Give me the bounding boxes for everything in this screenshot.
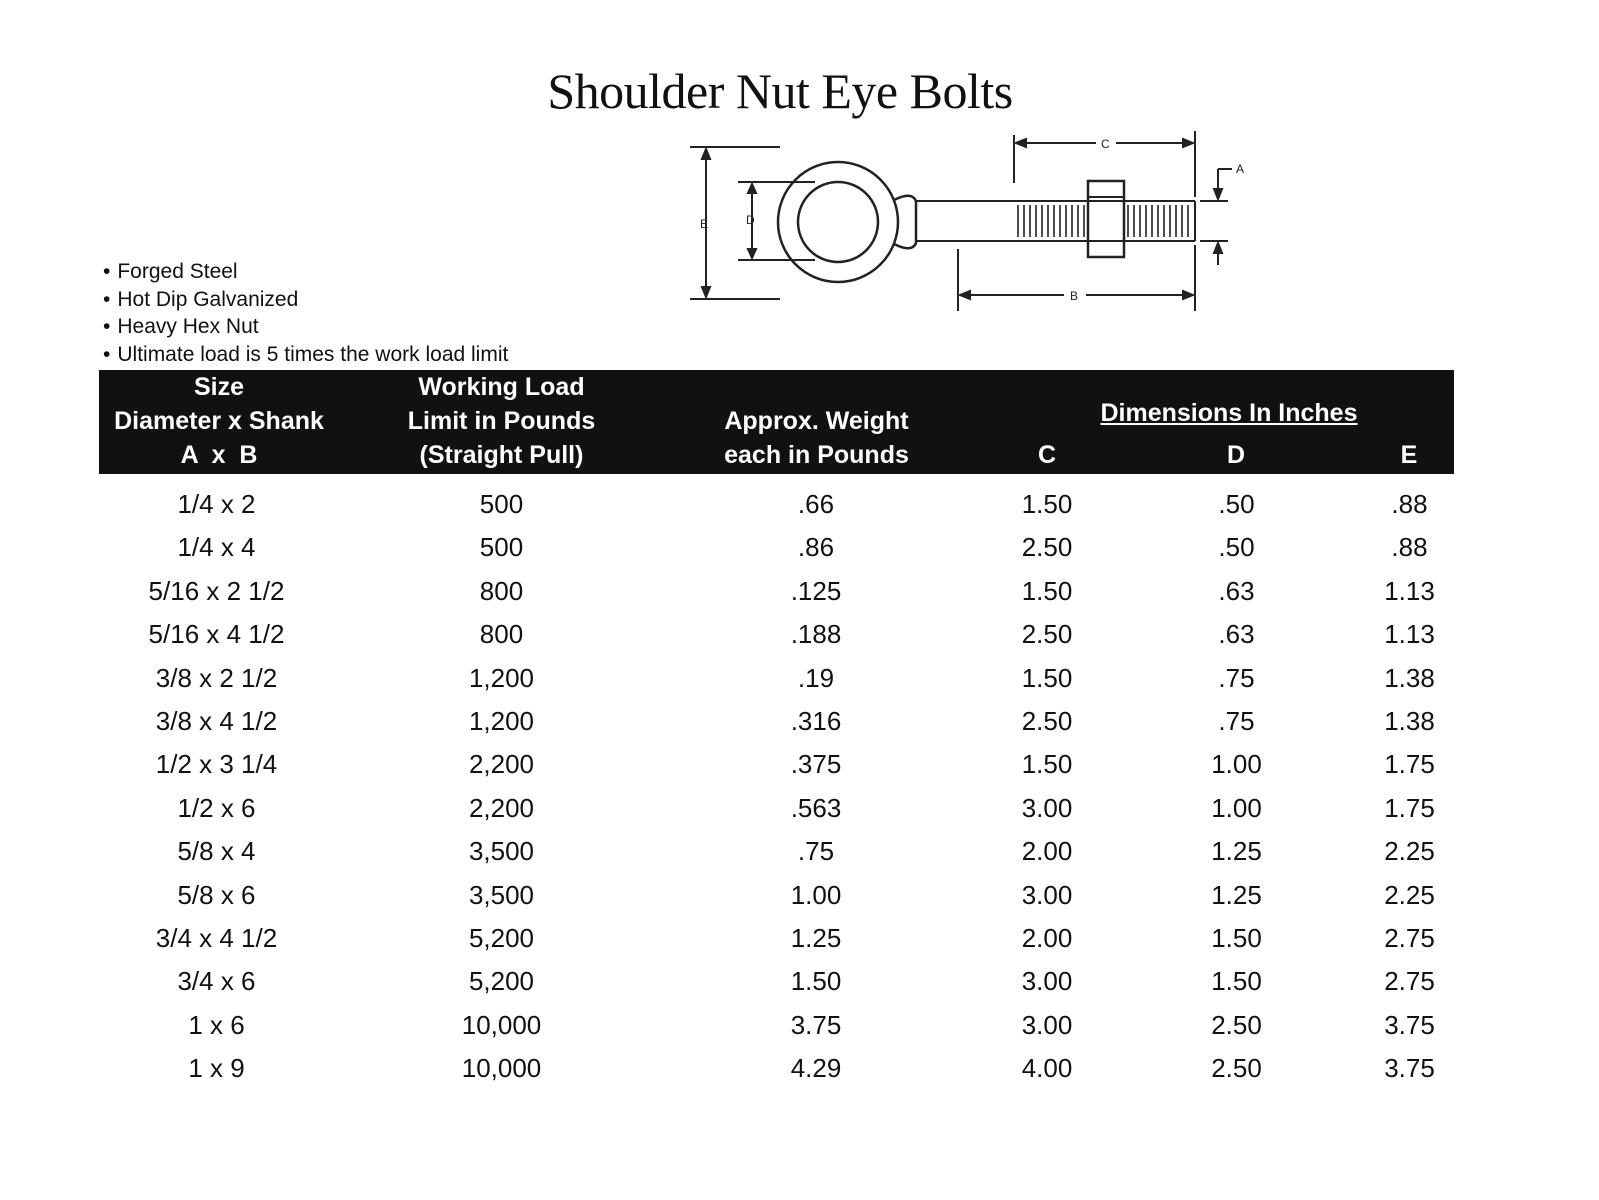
- cell-size: 3/8 x 4 1/2: [155, 706, 278, 736]
- cell-load: 2,200: [468, 792, 535, 823]
- cell-weight: .19: [797, 662, 835, 693]
- cell-dim-c: 3.00: [1021, 792, 1073, 823]
- cell-dim-d: .50: [1218, 489, 1255, 519]
- cell-load: 1,200: [468, 706, 535, 736]
- cell-load: 1,200: [468, 662, 535, 693]
- cell-weight: 1.50: [790, 966, 842, 997]
- page-title: Shoulder Nut Eye Bolts: [547, 63, 1013, 119]
- header-size: Size Diameter x Shank A x B: [114, 373, 324, 469]
- cell-size: 1/2 x 3 1/4: [155, 749, 278, 780]
- header-weight: Approx. Weight each in Pounds: [724, 407, 909, 469]
- cell-dim-e: 2.75: [1384, 966, 1435, 997]
- table-row: [99, 836, 1454, 879]
- label-c: C: [1101, 137, 1110, 151]
- cell-dim-e: .88: [1391, 532, 1428, 563]
- cell-dim-c: 1.50: [1021, 489, 1073, 519]
- cell-size: 1/4 x 4: [177, 532, 256, 563]
- cell-weight: .75: [797, 836, 835, 867]
- table-row: [99, 1010, 1454, 1053]
- cell-dim-d: 1.00: [1211, 792, 1262, 823]
- header-c: C: [1037, 441, 1057, 469]
- cell-load: 800: [479, 575, 524, 606]
- table-row: [99, 663, 1454, 706]
- cell-dim-e: 2.25: [1384, 879, 1435, 910]
- table-row: [99, 793, 1454, 836]
- cell-load: 3,500: [468, 836, 535, 867]
- cell-dim-e: 3.75: [1384, 1009, 1435, 1040]
- cell-dim-e: 3.75: [1384, 1053, 1435, 1084]
- cell-weight: .66: [797, 489, 835, 519]
- cell-dim-c: 1.50: [1021, 575, 1073, 606]
- cell-weight: 1.25: [790, 923, 842, 953]
- cell-weight: .188: [790, 619, 842, 650]
- cell-dim-e: 2.75: [1384, 923, 1435, 953]
- cell-dim-c: 2.00: [1021, 836, 1073, 867]
- cell-dim-d: .63: [1218, 575, 1255, 606]
- cell-size: 3/4 x 4 1/2: [155, 923, 278, 953]
- cell-dim-c: 2.50: [1021, 532, 1073, 563]
- cell-dim-d: 1.00: [1211, 749, 1262, 780]
- cell-dim-d: 1.25: [1211, 836, 1262, 867]
- feature-item: • Hot Dip Galvanized: [103, 286, 508, 314]
- label-b: B: [1070, 289, 1079, 303]
- feature-item: • Ultimate load is 5 times the work load limit: [103, 341, 508, 369]
- cell-dim-c: 2.50: [1021, 706, 1073, 736]
- label-e: E: [700, 217, 709, 231]
- cell-dim-c: 2.50: [1021, 619, 1073, 650]
- table-row: [99, 489, 1454, 532]
- cell-load: 500: [479, 489, 524, 519]
- header-load: Working Load Limit in Pounds (Straight Pull): [407, 373, 596, 469]
- cell-dim-e: 2.25: [1384, 836, 1435, 867]
- table-header: [99, 370, 1454, 474]
- cell-load: 3,500: [468, 879, 535, 910]
- cell-dim-c: 2.00: [1021, 923, 1073, 953]
- feature-item: • Heavy Hex Nut: [103, 313, 508, 341]
- cell-size: 1/4 x 2: [177, 489, 256, 519]
- cell-load: 2,200: [468, 749, 535, 780]
- cell-load: 10,000: [461, 1053, 542, 1084]
- cell-dim-e: 1.38: [1384, 706, 1435, 736]
- cell-size: 1/2 x 6: [177, 792, 256, 823]
- cell-weight: .316: [790, 706, 842, 736]
- cell-load: 800: [479, 619, 524, 650]
- table-row: [99, 706, 1454, 749]
- cell-size: 1 x 6: [188, 1009, 245, 1040]
- header-d: D: [1226, 441, 1246, 469]
- cell-dim-d: 2.50: [1211, 1053, 1262, 1084]
- cell-dim-d: 2.50: [1211, 1009, 1262, 1040]
- feature-list: [103, 258, 508, 368]
- cell-weight: .125: [790, 575, 842, 606]
- label-d: D: [746, 213, 755, 227]
- cell-weight: 4.29: [790, 1053, 842, 1084]
- cell-load: 10,000: [461, 1009, 542, 1040]
- header-e: E: [1400, 441, 1418, 469]
- cell-dim-c: 3.00: [1021, 1009, 1073, 1040]
- table-row: [99, 966, 1454, 1009]
- cell-dim-c: 1.50: [1021, 662, 1073, 693]
- cell-size: 5/8 x 6: [177, 879, 256, 910]
- cell-dim-e: .88: [1391, 489, 1428, 519]
- cell-dim-e: 1.75: [1384, 792, 1435, 823]
- cell-load: 500: [479, 532, 524, 563]
- table-row: [99, 532, 1454, 575]
- label-a: A: [1236, 162, 1245, 176]
- table-row: [99, 619, 1454, 662]
- cell-weight: .563: [790, 792, 842, 823]
- cell-dim-d: .75: [1218, 706, 1255, 736]
- cell-size: 1 x 9: [188, 1053, 245, 1084]
- cell-weight: 1.00: [790, 879, 842, 910]
- cell-dim-d: .75: [1218, 662, 1255, 693]
- cell-size: 5/16 x 4 1/2: [148, 619, 285, 650]
- cell-dim-d: .63: [1218, 619, 1255, 650]
- table-row: [99, 923, 1454, 966]
- eye-bolt-diagram: [680, 125, 1250, 315]
- cell-size: 5/16 x 2 1/2: [148, 575, 285, 606]
- table-row: [99, 1053, 1454, 1096]
- cell-dim-c: 4.00: [1021, 1053, 1073, 1084]
- cell-size: 5/8 x 4: [177, 836, 256, 867]
- table-row: [99, 576, 1454, 619]
- cell-dim-c: 3.00: [1021, 879, 1073, 910]
- cell-dim-e: 1.75: [1384, 749, 1435, 780]
- cell-dim-e: 1.13: [1384, 619, 1435, 650]
- cell-load: 5,200: [468, 923, 535, 953]
- cell-size: 3/4 x 6: [177, 966, 256, 997]
- cell-dim-d: 1.25: [1211, 879, 1262, 910]
- header-dimensions: Dimensions In Inches: [1100, 399, 1358, 427]
- cell-dim-c: 1.50: [1021, 749, 1073, 780]
- cell-size: 3/8 x 2 1/2: [155, 662, 278, 693]
- cell-weight: .375: [790, 749, 842, 780]
- cell-weight: 3.75: [790, 1009, 842, 1040]
- cell-dim-d: 1.50: [1211, 966, 1262, 997]
- table-row: [99, 749, 1454, 792]
- feature-item: • Forged Steel: [103, 258, 508, 286]
- cell-load: 5,200: [468, 966, 535, 997]
- cell-dim-e: 1.38: [1384, 662, 1435, 693]
- cell-dim-e: 1.13: [1384, 575, 1435, 606]
- table-row: [99, 880, 1454, 923]
- cell-dim-c: 3.00: [1021, 966, 1073, 997]
- cell-dim-d: 1.50: [1211, 923, 1262, 953]
- cell-dim-d: .50: [1218, 532, 1255, 563]
- cell-weight: .86: [797, 532, 835, 563]
